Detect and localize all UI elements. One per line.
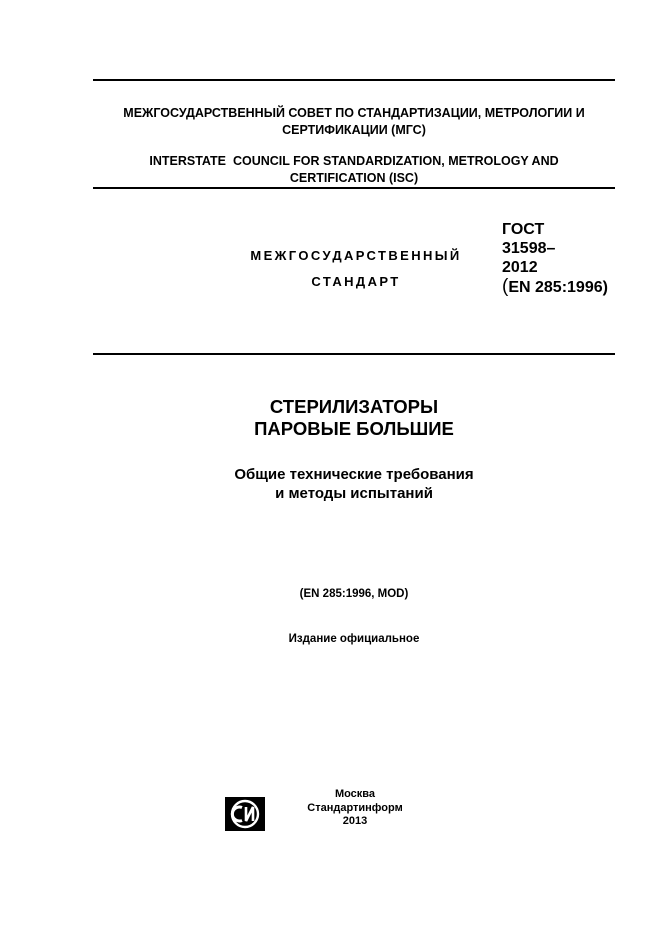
council-name-ru	[93, 105, 615, 139]
title-line2: ПАРОВЫЕ БОЛЬШИЕ	[254, 418, 454, 439]
middle-rule	[93, 187, 615, 189]
bottom-rule	[93, 353, 615, 355]
imprint	[285, 788, 425, 829]
standartinform-logo-icon	[225, 797, 265, 831]
council-en-line2: CERTIFICATION (ISC)	[289, 171, 419, 185]
edition-note: Издание официальное	[288, 633, 420, 645]
designation-line2: 31598–	[502, 240, 556, 257]
designation-en-ref-line	[502, 277, 608, 297]
imprint-city: Москва	[334, 788, 376, 800]
document-title	[93, 396, 615, 440]
council-ru-line2: СЕРТИФИКАЦИИ (МГС)	[282, 123, 426, 137]
standard-type-line2: СТАНДАРТ	[311, 274, 401, 289]
standard-type-line1: МЕЖГОСУДАРСТВЕННЫЙ	[250, 248, 462, 263]
subtitle-line1: Общие технические требования	[234, 466, 474, 483]
top-rule	[93, 79, 615, 81]
designation-line3: 2012	[502, 259, 538, 276]
subtitle-line2: и методы испытаний	[275, 485, 433, 502]
designation-en-ref: EN 285:1996)	[508, 279, 608, 296]
document-subtitle	[93, 465, 615, 503]
council-en-line1: INTERSTATE COUNCIL FOR STANDARDIZATION, METROLOGY AND	[149, 154, 559, 168]
standard-designation	[502, 220, 608, 297]
designation-line1: ГОСТ	[502, 221, 545, 238]
imprint-publisher: Стандартинформ	[307, 801, 403, 814]
equivalence-note: (EN 285:1996, MOD)	[299, 588, 409, 600]
designation-paren: (	[502, 276, 509, 297]
title-line1: СТЕРИЛИЗАТОРЫ	[269, 396, 439, 417]
council-name-en	[93, 153, 615, 187]
council-ru-line1: МЕЖГОСУДАРСТВЕННЫЙ СОВЕТ ПО СТАНДАРТИЗАЦИИ, МЕТРОЛОГИИ И	[123, 106, 585, 120]
imprint-year: 2013	[342, 815, 368, 827]
